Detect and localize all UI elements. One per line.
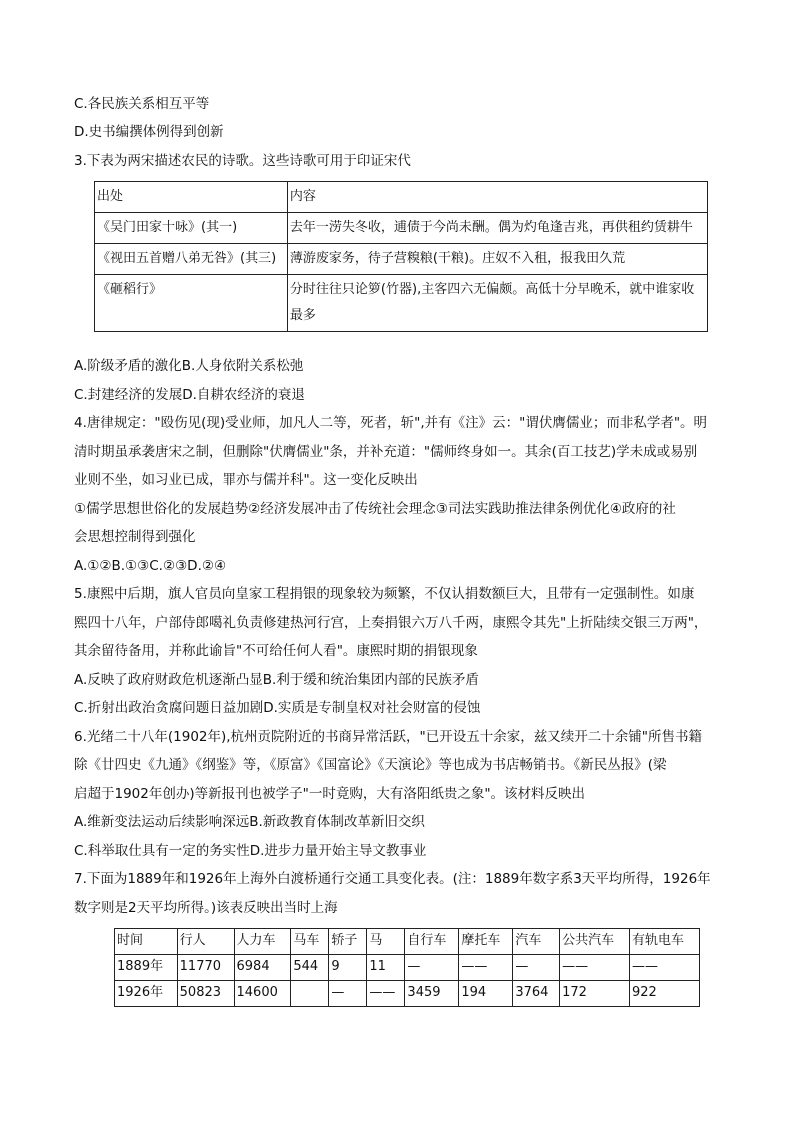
table-header-row	[115, 929, 700, 955]
question-5-stem-line2: 熙四十八年，户部侍郎噶礼负责修建热河行宫，上奏捐银六万八千两，康熙令其先"上折陆续交银三万两"，	[74, 615, 708, 631]
table-cell: 9	[329, 955, 367, 981]
question-4-stem-line2: 清时期虽承袭唐宋之制，但删除"伏膺儒业"条，并补充道："儒师终身如一。其余(百工技艺)学未成或易别	[74, 444, 698, 460]
table-cell: 172	[560, 981, 630, 1007]
table-row	[115, 955, 700, 981]
table-cell: 分时往往只论箩(竹器),主客四六无偏颇。高低十分早晚禾，就中谁家收最多	[287, 275, 707, 332]
table-header-cell: 行人	[177, 929, 234, 955]
table-cell: 6984	[234, 955, 291, 981]
question-5-stem-line3: 其余留待备用，并称此谕旨"不可给任何人看"。康熙时期的捐银现象	[74, 643, 478, 659]
table-cell: —	[513, 955, 560, 981]
table-row	[95, 213, 708, 244]
table-header-row	[95, 182, 708, 213]
question-5-options-ab: A.反映了政府财政危机逐渐凸显B.利于缓和统治集团内部的民族矛盾	[74, 672, 479, 688]
question-4-statements-line2: 会思想控制得到强化	[74, 529, 196, 545]
table-cell: ——	[560, 955, 630, 981]
question-3-options-ab: A.阶级矛盾的激化B.人身依附关系松弛	[74, 358, 304, 374]
table-cell: ——	[459, 955, 513, 981]
question-3-stem: 3.下表为两宋描述农民的诗歌。这些诗歌可用于印证宋代	[74, 153, 411, 169]
table-cell: 11	[367, 955, 405, 981]
question-4-stem-line1: 4.唐律规定："殴伤见(现)受业师，加凡人二等，死者，斩",并有《注》云："谓伏膺儒业；而非私学者"。明	[74, 415, 708, 431]
question-6-options-cd: C.科举取仕具有一定的务实性D.进步力量开始主导文教事业	[74, 843, 427, 859]
question-7-stem-line1: 7.下面为1889年和1926年上海外白渡桥通行交通工具变化表。(注：1889年数字系3天平均所得，1926年	[74, 871, 711, 887]
question-4-stem-line3: 业则不坐，如习业已成，罪亦与儒并科"。这一变化反映出	[74, 472, 418, 488]
table-header-cell: 人力车	[234, 929, 291, 955]
option-d-prev: D.史书编撰体例得到创新	[74, 124, 224, 140]
question-4-statements-line1: ①儒学思想世俗化的发展趋势②经济发展冲击了传统社会理念③司法实践助推法律条例优化④政府的社	[74, 501, 676, 517]
table-cell: 去年一涝失冬收，逋债于今尚未酬。偶为灼龟逢吉兆，再供租约赁耕牛	[287, 213, 707, 244]
table-header-cell: 有轨电车	[630, 929, 700, 955]
table-header-cell: 摩托车	[459, 929, 513, 955]
table-row	[115, 981, 700, 1007]
question-6-stem-line3: 启超于1902年创办)等新报刊也被学子"一时竟购，大有洛阳纸贵之象"。该材料反映出	[74, 786, 586, 802]
table-header-cell: 公共汽车	[560, 929, 630, 955]
traffic-table	[114, 928, 700, 1007]
table-cell: —	[329, 981, 367, 1007]
table-cell: 3764	[513, 981, 560, 1007]
table-row	[95, 275, 708, 332]
table-header-cell: 马	[367, 929, 405, 955]
question-6-options-ab: A.维新变法运动后续影响深远B.新政教育体制改革新旧交织	[74, 814, 425, 830]
table-cell: 50823	[177, 981, 234, 1007]
table-cell: —	[405, 955, 459, 981]
table-cell: 薄游废家务，待子营糗粮(干粮)。庄奴不入租，报我田久荒	[287, 244, 707, 275]
question-5-stem-line1: 5.康熙中后期，旗人官员向皇家工程捐银的现象较为频繁，不仅认捐数额巨大，且带有一定强制性。如康	[74, 586, 695, 602]
table-cell: 1889年	[115, 955, 178, 981]
table-cell: 《吴门田家十咏》(其一)	[95, 213, 288, 244]
table-cell: 11770	[177, 955, 234, 981]
table-header-cell: 马车	[291, 929, 329, 955]
table-cell: 544	[291, 955, 329, 981]
table-header-cell: 汽车	[513, 929, 560, 955]
question-5-options-cd: C.折射出政治贪腐问题日益加剧D.实质是专制皇权对社会财富的侵蚀	[74, 700, 481, 716]
table-cell: ——	[630, 955, 700, 981]
table-header-cell: 时间	[115, 929, 178, 955]
table-cell	[291, 981, 329, 1007]
table-cell: 194	[459, 981, 513, 1007]
table-cell: 1926年	[115, 981, 178, 1007]
table-header-cell: 轿子	[329, 929, 367, 955]
option-c-prev: C.各民族关系相互平等	[74, 96, 210, 112]
table-cell: 《砸稻行》	[95, 275, 288, 332]
question-4-options: A.①②B.①③C.②③D.②④	[74, 558, 227, 574]
table-cell: 《视田五首赠八弟无咎》(其三)	[95, 244, 288, 275]
question-6-stem-line2: 除《廿四史《九通》《纲鉴》等，《原富》《国富论》《天演论》等也成为书店畅销书。《新民丛报》(梁	[74, 757, 667, 773]
table-cell: 922	[630, 981, 700, 1007]
question-3-options-cd: C.封建经济的发展D.自耕农经济的衰退	[74, 387, 305, 403]
table-cell: 14600	[234, 981, 291, 1007]
table-cell: ——	[367, 981, 405, 1007]
table-header-cell: 出处	[95, 182, 288, 213]
question-6-stem-line1: 6.光绪二十八年(1902年),杭州贡院附近的书商异常活跃，"已开设五十余家，兹又续开二十余铺"所售书籍	[74, 729, 702, 745]
question-7-stem-line2: 数字则是2天平均所得。)该表反映出当时上海	[74, 900, 338, 916]
table-header-cell: 内容	[287, 182, 707, 213]
poem-table	[94, 181, 708, 332]
table-header-cell: 自行车	[405, 929, 459, 955]
table-cell: 3459	[405, 981, 459, 1007]
table-row	[95, 244, 708, 275]
